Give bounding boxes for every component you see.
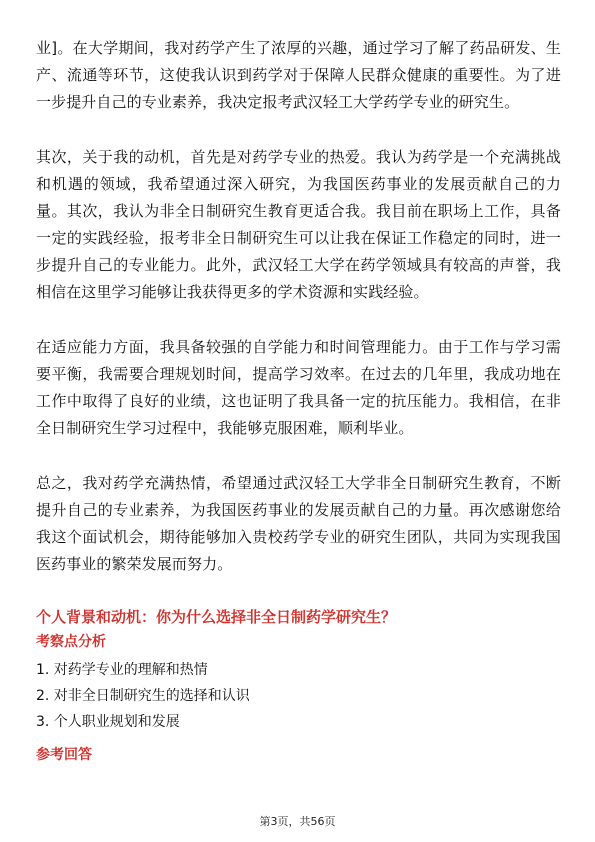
analysis-points-list (36, 657, 561, 735)
analysis-heading: 考察点分析 (36, 634, 106, 650)
analysis-point: 1. 对药学专业的理解和热情 (36, 662, 208, 678)
paragraph-background-continued: 业]。在大学期间，我对药学产生了浓厚的兴趣，通过学习了解了药品研发、生产、流通等环节，这使我认识到药学对于保障人民群众健康的重要性。为了进一步提升自己的专业素养，我决定报考武汉轻工大学药学专业的研究生。 (36, 39, 561, 111)
reference-answer-heading: 参考回答 (36, 747, 92, 763)
page-number-footer: 第3页，共56页 (259, 815, 336, 828)
paragraph-conclusion: 总之，我对药学充满热情，希望通过武汉轻工大学非全日制研究生教育，不断提升自己的专业素养，为我国医药事业的发展贡献自己的力量。再次感谢您给我这个面试机会，期待能够加入贵校药学专业的研究生团队，共同为实现我国医药事业的繁荣发展而努力。 (36, 474, 561, 573)
paragraph-motivation: 其次，关于我的动机，首先是对药学专业的热爱。我认为药学是一个充满挑战和机遇的领域，我希望通过深入研究，为我国医药事业的发展贡献自己的力量。其次，我认为非全日制研究生教育更适合我。我目前在职场上工作，具备一定的实践经验，报考非全日制研究生可以让我在保证工作稳定的同时，进一步提升自己的专业能力。此外，武汉轻工大学在药学领域具有较高的声誉，我相信在这里学习能够让我获得更多的学术资源和实践经验。 (36, 148, 561, 301)
question-title: 个人背景和动机：你为什么选择非全日制药学研究生？ (36, 608, 397, 626)
analysis-point: 2. 对非全日制研究生的选择和认识 (36, 688, 250, 704)
analysis-point: 3. 个人职业规划和发展 (36, 714, 180, 730)
paragraph-adaptability: 在适应能力方面，我具备较强的自学能力和时间管理能力。由于工作与学习需要平衡，我需要合理规划时间，提高学习效率。在过去的几年里，我成功地在工作中取得了良好的业绩，这也证明了我具备一定的抗压能力。我相信，在非全日制研究生学习过程中，我能够克服困难，顺利毕业。 (36, 338, 561, 437)
